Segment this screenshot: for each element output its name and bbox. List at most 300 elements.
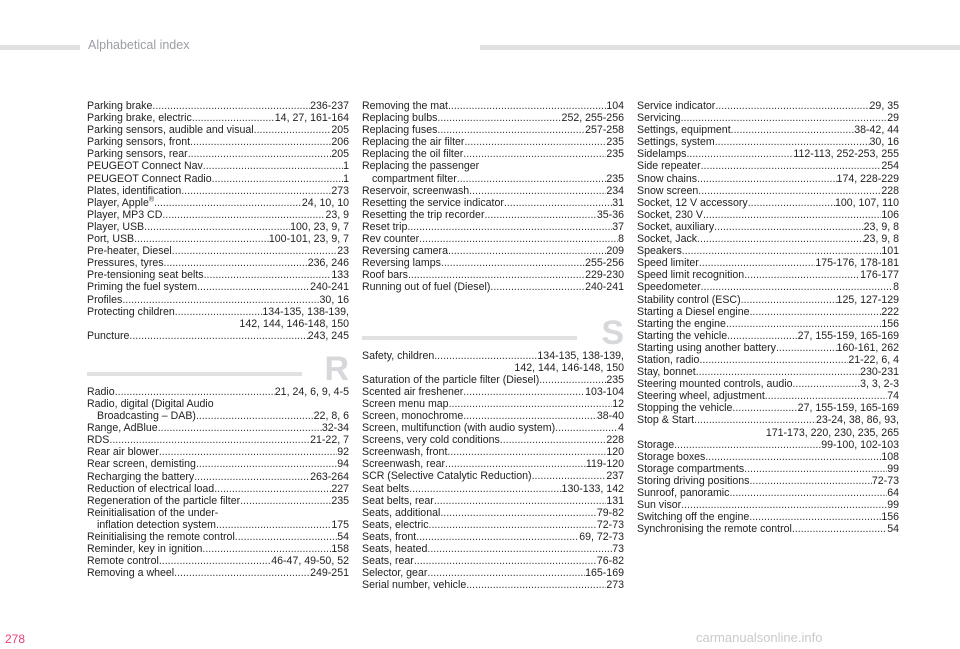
page-refs: 158 — [331, 543, 349, 556]
dot-leader — [197, 281, 310, 293]
page-refs: 72-73 — [871, 474, 899, 487]
dot-leader — [699, 354, 848, 366]
index-term: RDS — [87, 434, 110, 447]
index-term: Removing a wheel — [87, 567, 175, 580]
page-refs: 64 — [887, 487, 899, 499]
index-term: Storage compartments — [637, 462, 745, 475]
entries-s-cont — [637, 100, 899, 535]
index-term: Port, USB — [87, 233, 135, 246]
page-refs: 228 — [881, 184, 899, 197]
index-term: Serial number, vehicle — [362, 579, 467, 592]
index-term: Seats, front — [362, 530, 417, 543]
index-term: Seats, heated — [362, 543, 428, 555]
page-refs: 229-230 — [585, 269, 624, 282]
index-term: Starting using another battery — [637, 341, 776, 354]
index-term: Scented air freshener — [362, 385, 464, 398]
index-term: Rear air blower — [87, 446, 159, 459]
index-entry — [637, 378, 899, 390]
dot-leader — [698, 185, 881, 197]
page-refs: 12 — [612, 397, 624, 410]
index-entry — [87, 245, 349, 257]
index-term: Speed limiter — [637, 257, 699, 270]
index-entry — [87, 531, 349, 543]
dot-leader — [731, 124, 855, 136]
section-letter: R — [324, 349, 349, 388]
index-term: Reminder, key in ignition — [87, 543, 203, 556]
index-entry — [637, 257, 899, 269]
index-entry — [87, 555, 349, 567]
index-entry — [87, 209, 349, 221]
index-term: Screen, multifunction (with audio system) — [362, 422, 556, 435]
dot-leader — [174, 567, 310, 579]
index-entry — [637, 233, 899, 245]
page-refs: 92 — [337, 446, 349, 459]
index-term: Service indicator — [637, 100, 716, 112]
index-entry — [637, 269, 899, 281]
index-entry — [362, 269, 624, 281]
index-entry — [637, 402, 899, 414]
index-term: Screenwash, rear — [362, 458, 446, 471]
page-refs: 100, 23, 9, 7 — [290, 220, 349, 233]
dot-leader — [196, 458, 337, 470]
index-entry — [637, 112, 899, 124]
header-bar-left — [0, 45, 80, 50]
page-refs: 160-161, 262 — [836, 341, 899, 354]
index-entry — [362, 422, 624, 434]
page-refs: 30, 16 — [869, 136, 899, 149]
index-term: Running out of fuel (Diesel) — [362, 281, 491, 294]
page-refs: 72-73 — [596, 518, 624, 531]
page-refs: 100-101, 23, 9, 7 — [268, 233, 349, 246]
header-bar-right — [480, 45, 960, 50]
index-term: Radio — [87, 385, 115, 398]
index-entry — [637, 209, 899, 221]
dot-leader — [414, 555, 597, 567]
index-term: Protecting children — [87, 305, 175, 318]
page-refs: 8 — [893, 281, 899, 294]
index-term: Removing the mat — [362, 100, 448, 112]
page-refs: 106 — [881, 208, 899, 221]
index-term: Steering wheel, adjustment — [637, 390, 765, 403]
dot-leader — [235, 531, 337, 543]
index-entry — [362, 483, 624, 495]
dot-leader — [194, 471, 310, 483]
index-term: Plates, identification — [87, 184, 182, 197]
dot-leader — [727, 330, 798, 342]
section-divider — [362, 336, 577, 340]
index-entry — [637, 124, 899, 136]
page-refs: 236-237 — [310, 100, 349, 112]
page-refs: 176-177 — [860, 269, 899, 282]
page-refs: 165-169 — [585, 567, 624, 580]
index-entry — [87, 483, 349, 495]
page-refs: 252, 255-256 — [561, 112, 624, 125]
dot-leader — [212, 173, 343, 185]
index-term: Side repeater — [637, 160, 701, 173]
index-entry — [637, 390, 899, 402]
page-refs: 29 — [887, 112, 899, 125]
dot-leader — [701, 160, 882, 172]
index-entry — [87, 112, 349, 124]
index-term: Stopping the vehicle — [637, 402, 733, 415]
page-refs: 38-40 — [596, 409, 624, 422]
page-refs: 209 — [606, 245, 624, 258]
index-term: Snow screen — [637, 184, 699, 197]
dot-leader — [696, 366, 860, 378]
index-entry — [637, 136, 899, 148]
dot-leader — [440, 507, 597, 519]
index-entry — [87, 471, 349, 483]
index-entry — [87, 398, 349, 410]
dot-leader — [705, 451, 881, 463]
index-entry — [87, 458, 349, 470]
index-entry — [637, 245, 899, 257]
index-entry — [362, 136, 624, 148]
dot-leader — [203, 160, 343, 172]
index-entry — [362, 495, 624, 507]
dot-leader — [715, 136, 870, 148]
index-term: Reversing camera — [362, 245, 448, 258]
index-term: PEUGEOT Connect Nav — [87, 160, 203, 173]
index-entry — [87, 173, 349, 185]
index-term: Seats, electric — [362, 518, 429, 531]
index-entry — [362, 458, 624, 470]
page-refs: 104 — [606, 100, 624, 112]
page-refs: 35-36 — [596, 208, 624, 221]
dot-leader — [408, 269, 585, 281]
page-refs: 69, 72-73 — [579, 530, 624, 543]
index-term: Parking brake, electric — [87, 112, 192, 125]
index-term: Starting the vehicle — [637, 329, 728, 342]
index-entry — [87, 185, 349, 197]
page-refs: 14, 27, 161-164 — [274, 112, 349, 125]
page-refs: 257-258 — [585, 124, 624, 137]
page-refs: 23, 9, 8 — [863, 233, 899, 246]
page-refs: 46-47, 49-50, 52 — [271, 555, 349, 568]
index-term: Player, USB — [87, 220, 145, 233]
page-refs: 32-34 — [321, 422, 349, 435]
dot-leader — [427, 567, 585, 579]
index-entry — [637, 342, 899, 354]
page-refs: 222 — [881, 305, 899, 318]
index-term: Range, AdBlue — [87, 422, 158, 435]
section-header-r — [87, 349, 349, 388]
dot-leader — [686, 148, 793, 160]
page-refs: 99 — [887, 462, 899, 475]
index-term: Settings, equipment — [637, 124, 731, 137]
dot-leader — [202, 543, 331, 555]
index-term: Stay, bonnet — [637, 366, 696, 379]
page-refs: 21-22, 6, 4 — [848, 353, 899, 366]
index-term: Resetting the service indicator — [362, 196, 504, 209]
index-term: Safety, children — [362, 349, 435, 362]
index-term: Station, radio — [637, 353, 700, 366]
page-refs: 29, 35 — [869, 100, 899, 112]
dot-leader — [427, 543, 612, 555]
dot-leader — [152, 100, 310, 112]
page-refs: 99-100, 102-103 — [821, 438, 899, 451]
index-term: SCR (Selective Catalytic Reduction) — [362, 470, 532, 483]
index-entry — [87, 306, 349, 318]
page-refs: 38-42, 44 — [854, 124, 899, 137]
index-term: Pre-tensioning seat belts — [87, 269, 204, 282]
dot-leader — [159, 555, 271, 567]
index-term: Recharging the battery — [87, 470, 195, 483]
page-refs-continued: 142, 144, 146-148, 150 — [514, 361, 624, 374]
dot-leader — [466, 579, 606, 591]
dot-leader — [159, 446, 337, 458]
page-refs: 125, 127-129 — [836, 293, 899, 306]
dot-leader — [162, 209, 325, 221]
index-entry — [637, 197, 899, 209]
index-term: Stability control (ESC) — [637, 293, 741, 306]
index-entry — [637, 523, 899, 535]
page-refs: 21-22, 7 — [310, 434, 349, 447]
index-entry — [637, 439, 899, 451]
index-entry — [87, 446, 349, 458]
index-term: Screen menu map — [362, 397, 449, 410]
index-entry — [87, 269, 349, 281]
index-entry — [87, 519, 349, 531]
dot-leader — [175, 306, 263, 318]
dot-leader — [749, 475, 871, 487]
index-term: Speed limit recognition — [637, 269, 745, 282]
index-term: Servicing — [637, 112, 681, 125]
page-refs: 119-120 — [585, 458, 624, 471]
index-column-3 — [637, 100, 899, 535]
page-refs: 273 — [331, 184, 349, 197]
index-entry — [87, 100, 349, 112]
dot-leader — [463, 386, 585, 398]
dot-leader — [776, 342, 837, 354]
index-term: Speedometer — [637, 281, 701, 294]
index-term: Sun visor — [637, 499, 682, 512]
index-entry — [87, 495, 349, 507]
index-term: Socket, auxiliary — [637, 220, 715, 233]
dot-leader — [190, 136, 331, 148]
entries-s — [362, 350, 624, 592]
page-refs: 175-176, 178-181 — [815, 257, 899, 270]
dot-leader — [744, 269, 860, 281]
index-entry — [362, 555, 624, 567]
index-entry — [362, 531, 624, 543]
dot-leader — [714, 221, 864, 233]
index-term: Player, MP3 CD — [87, 208, 163, 221]
index-entry — [87, 281, 349, 293]
index-entry — [362, 100, 624, 112]
index-term: Rev counter — [362, 233, 420, 246]
index-term: Rear screen, demisting — [87, 458, 196, 471]
index-column-1 — [87, 100, 349, 579]
dot-leader — [437, 112, 561, 124]
index-entry — [87, 294, 349, 306]
page-refs: 24, 10, 10 — [301, 196, 349, 209]
index-entry — [87, 507, 349, 519]
index-entry — [637, 148, 899, 160]
dot-leader — [792, 378, 860, 390]
dot-leader — [744, 463, 887, 475]
dot-leader — [504, 197, 612, 209]
index-term: Seat belts — [362, 482, 410, 495]
dot-leader — [464, 136, 606, 148]
page-refs: 21, 24, 6, 9, 4-5 — [274, 385, 349, 398]
index-entry — [637, 414, 899, 426]
dot-leader — [748, 197, 835, 209]
section-letter: S — [601, 313, 624, 352]
page-refs: 227 — [331, 482, 349, 495]
index-term: Screen, monochrome — [362, 409, 464, 422]
page-refs: 74 — [887, 390, 899, 403]
dot-leader — [681, 499, 887, 511]
dot-leader — [732, 402, 797, 414]
index-term: Replacing the passenger — [362, 160, 480, 173]
page-refs-continued: 171-173, 220, 230, 235, 265 — [765, 426, 899, 439]
page-refs: 103-104 — [585, 385, 624, 398]
index-term: Profiles — [87, 293, 123, 306]
page-refs: 79-82 — [596, 506, 624, 519]
page-refs: 76-82 — [596, 555, 624, 568]
page-refs: 101 — [881, 245, 899, 258]
page-refs: 228 — [606, 434, 624, 447]
index-column-2 — [362, 100, 624, 591]
index-entry — [637, 463, 899, 475]
page-refs: 174, 228-229 — [836, 172, 899, 185]
page-refs: 30, 16 — [319, 293, 349, 306]
index-entry — [637, 160, 899, 172]
index-term: Reset trip — [362, 220, 408, 233]
index-term: Remote control — [87, 555, 159, 568]
page-refs: 243, 245 — [307, 329, 349, 342]
index-term: Starting the engine — [637, 317, 726, 330]
dot-leader — [447, 446, 606, 458]
index-entry — [637, 499, 899, 511]
page-refs: 205 — [331, 124, 349, 137]
dot-leader — [214, 483, 331, 495]
dot-leader — [109, 434, 310, 446]
dot-leader — [463, 410, 597, 422]
dot-leader — [115, 386, 275, 398]
index-term: Seats, rear — [362, 555, 414, 568]
page-refs: 1 — [343, 172, 349, 185]
dot-leader — [448, 100, 606, 112]
dot-leader — [158, 422, 322, 434]
index-entry — [637, 487, 899, 499]
dot-leader — [240, 495, 331, 507]
index-term: Reinitialising the remote control — [87, 531, 235, 543]
index-term: Parking sensors, audible and visual — [87, 124, 254, 137]
dot-leader — [749, 511, 881, 523]
index-term: PEUGEOT Connect Radio — [87, 172, 212, 185]
page-refs: 235 — [606, 136, 624, 149]
page-refs: 263-264 — [310, 470, 349, 483]
dot-leader — [144, 221, 290, 233]
page-refs: 236, 246 — [307, 257, 349, 270]
page-refs: 254 — [881, 160, 899, 173]
entries-r — [87, 386, 349, 580]
page-refs: 8 — [618, 233, 624, 246]
dot-leader — [407, 221, 612, 233]
page-refs: 234 — [606, 184, 624, 197]
dot-leader — [449, 398, 613, 410]
dot-leader — [729, 487, 887, 499]
index-term: Seats, additional — [362, 506, 441, 519]
index-entry — [87, 434, 349, 446]
index-term: Storing driving positions — [637, 474, 750, 487]
dot-leader — [682, 245, 882, 257]
index-term: Roof bars — [362, 269, 408, 282]
dot-leader — [429, 519, 597, 531]
page-refs: 273 — [606, 579, 624, 592]
page-refs: 237 — [606, 470, 624, 483]
dot-leader — [699, 257, 816, 269]
index-entry — [87, 330, 349, 342]
index-entry — [362, 567, 624, 579]
index-entry — [362, 281, 624, 293]
dot-leader — [490, 281, 585, 293]
index-entry — [362, 398, 624, 410]
dot-leader — [500, 434, 607, 446]
page-refs: 235 — [606, 148, 624, 161]
index-term: Pressures, tyres — [87, 257, 164, 270]
page-refs: 31 — [612, 196, 624, 209]
dot-leader — [409, 483, 561, 495]
index-entry — [362, 185, 624, 197]
page-refs: 100, 107, 110 — [834, 196, 899, 209]
index-entry — [362, 112, 624, 124]
index-entry — [362, 470, 624, 482]
page-refs: 131 — [606, 494, 624, 507]
index-term: Stop & Start — [637, 414, 695, 427]
page-refs: 134-135, 138-139, — [262, 305, 349, 318]
page-title: Alphabetical index — [88, 38, 190, 52]
index-term: Starting a Diesel engine — [637, 305, 750, 318]
page-refs: 130-133, 142 — [561, 482, 624, 495]
dot-leader — [749, 306, 881, 318]
index-term: Storage — [637, 438, 675, 451]
index-entry — [87, 124, 349, 136]
index-entry — [362, 148, 624, 160]
index-term: Pre-heater, Diesel — [87, 245, 172, 258]
index-term: Parking sensors, front — [87, 136, 191, 149]
page-refs: 134-135, 138-139, — [537, 349, 624, 362]
dot-leader — [134, 233, 269, 245]
dot-leader — [204, 269, 332, 281]
index-term: Socket, 12 V accessory — [637, 196, 748, 209]
dot-leader — [703, 209, 881, 221]
dot-leader — [448, 245, 606, 257]
index-term: Screenwash, front — [362, 446, 448, 459]
dot-leader — [539, 374, 606, 386]
page-refs: 112-113, 252-253, 255 — [793, 148, 899, 161]
index-entry — [362, 257, 624, 269]
dot-leader — [188, 148, 332, 160]
page-refs: 156 — [881, 317, 899, 330]
dot-leader — [192, 112, 275, 124]
index-entry — [362, 209, 624, 221]
index-term: Puncture — [87, 329, 130, 342]
page-refs: 235 — [606, 373, 624, 386]
index-entry — [87, 233, 349, 245]
index-entry — [637, 511, 899, 523]
dot-leader — [555, 422, 618, 434]
page-refs: 249-251 — [310, 567, 349, 580]
index-entry — [637, 475, 899, 487]
page-refs: 205 — [331, 148, 349, 161]
page-refs: 133 — [331, 269, 349, 282]
index-entry — [87, 257, 349, 269]
index-entry — [362, 124, 624, 136]
dot-leader — [484, 209, 596, 221]
